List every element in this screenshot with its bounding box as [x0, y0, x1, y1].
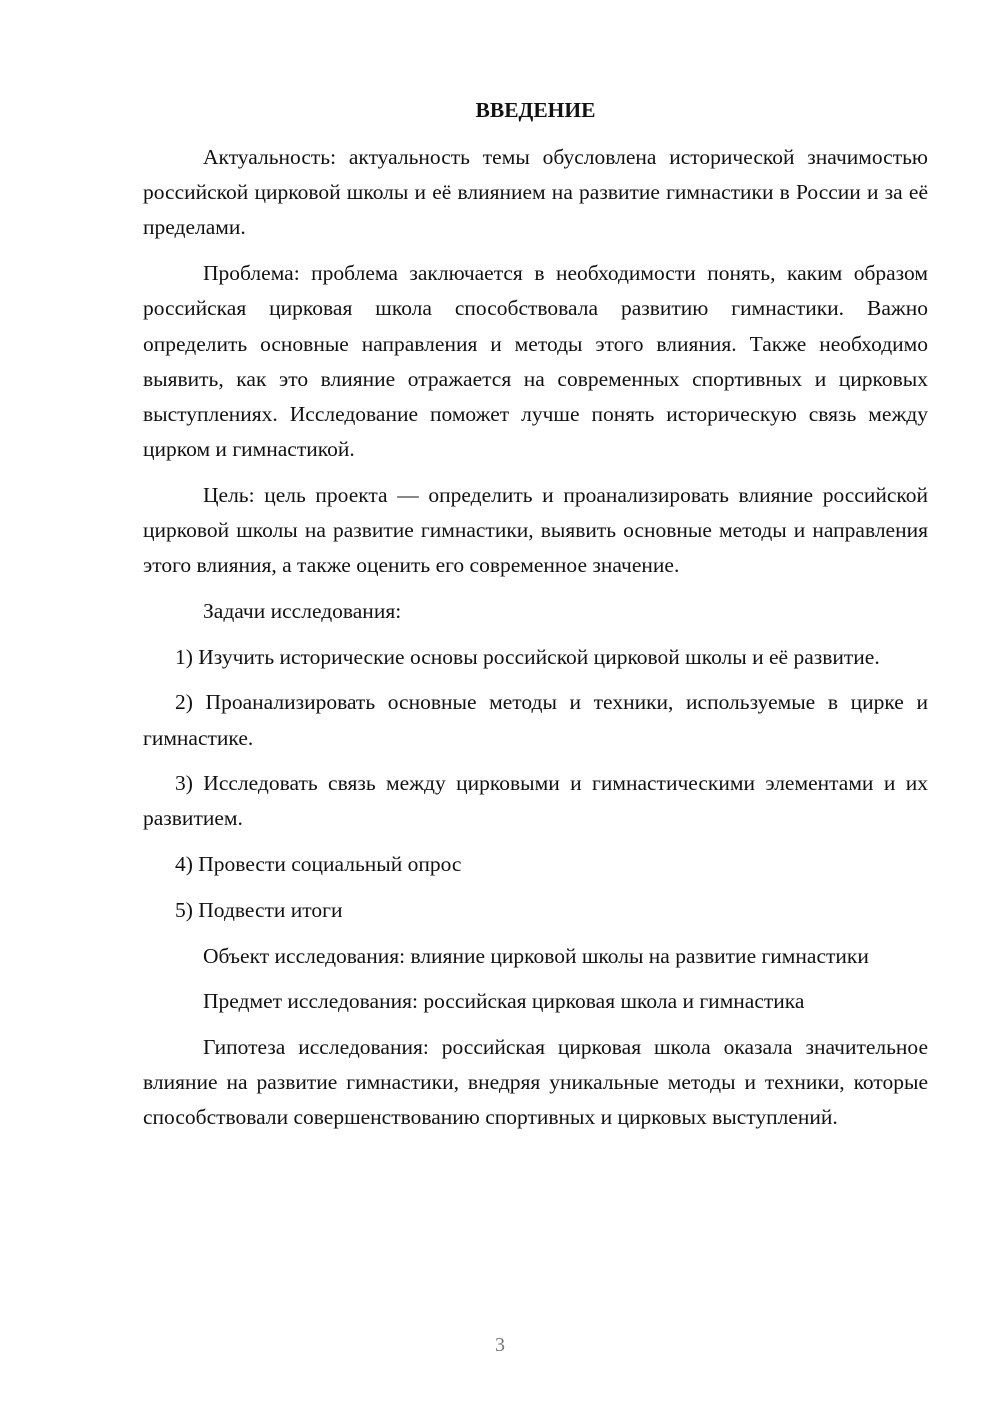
goal-paragraph: Цель: цель проекта — определить и проанализировать влияние российской цирковой школы на развитие гимнастики, выявить основные методы и направления этого влияния, а также оценить его современное значение. [143, 482, 928, 578]
page-number: 3 [495, 1334, 505, 1356]
subject-paragraph: Предмет исследования: российская цирковая школа и гимнастика [203, 989, 805, 1014]
task-item-3: 3) Исследовать связь между цирковыми и гимнастическими элементами и их развитием. [143, 771, 928, 831]
problem-paragraph: Проблема: проблема заключается в необходимости понять, каким образом российская цирковая школа способствовала развитию гимнастики. Важно определить основные направления и методы этого влияния. Также необходимо выявить, как это влияние отражается на современных спортивных и цирковых выступлениях. Исследование поможет лучше понять историческую связь между цирком и гимнастикой. [143, 261, 928, 462]
section-heading: ВВЕДЕНИЕ [475, 98, 596, 122]
relevance-paragraph: Актуальность: актуальность темы обусловлена исторической значимостью российской цирковой школы и её влиянием на развитие гимнастики в России и за её пределами. [143, 145, 928, 240]
task-item-1: 1) Изучить исторические основы российской цирковой школы и её развитие. [175, 644, 880, 669]
document-body [143, 95, 928, 1146]
object-paragraph: Объект исследования: влияние цирковой школы на развитие гимнастики [203, 943, 869, 968]
task-item-5: 5) Подвести итоги [175, 897, 343, 922]
tasks-title: Задачи исследования: [203, 598, 402, 623]
task-item-4: 4) Провести социальный опрос [175, 852, 462, 877]
task-item-2: 2) Проанализировать основные методы и техники, используемые в цирке и гимнастике. [143, 690, 928, 750]
hypothesis-paragraph: Гипотеза исследования: российская цирковая школа оказала значительное влияние на развитие гимнастики, внедряя уникальные методы и техники, которые способствовали совершенствованию спортивных и цирковых выступлений. [143, 1034, 928, 1130]
